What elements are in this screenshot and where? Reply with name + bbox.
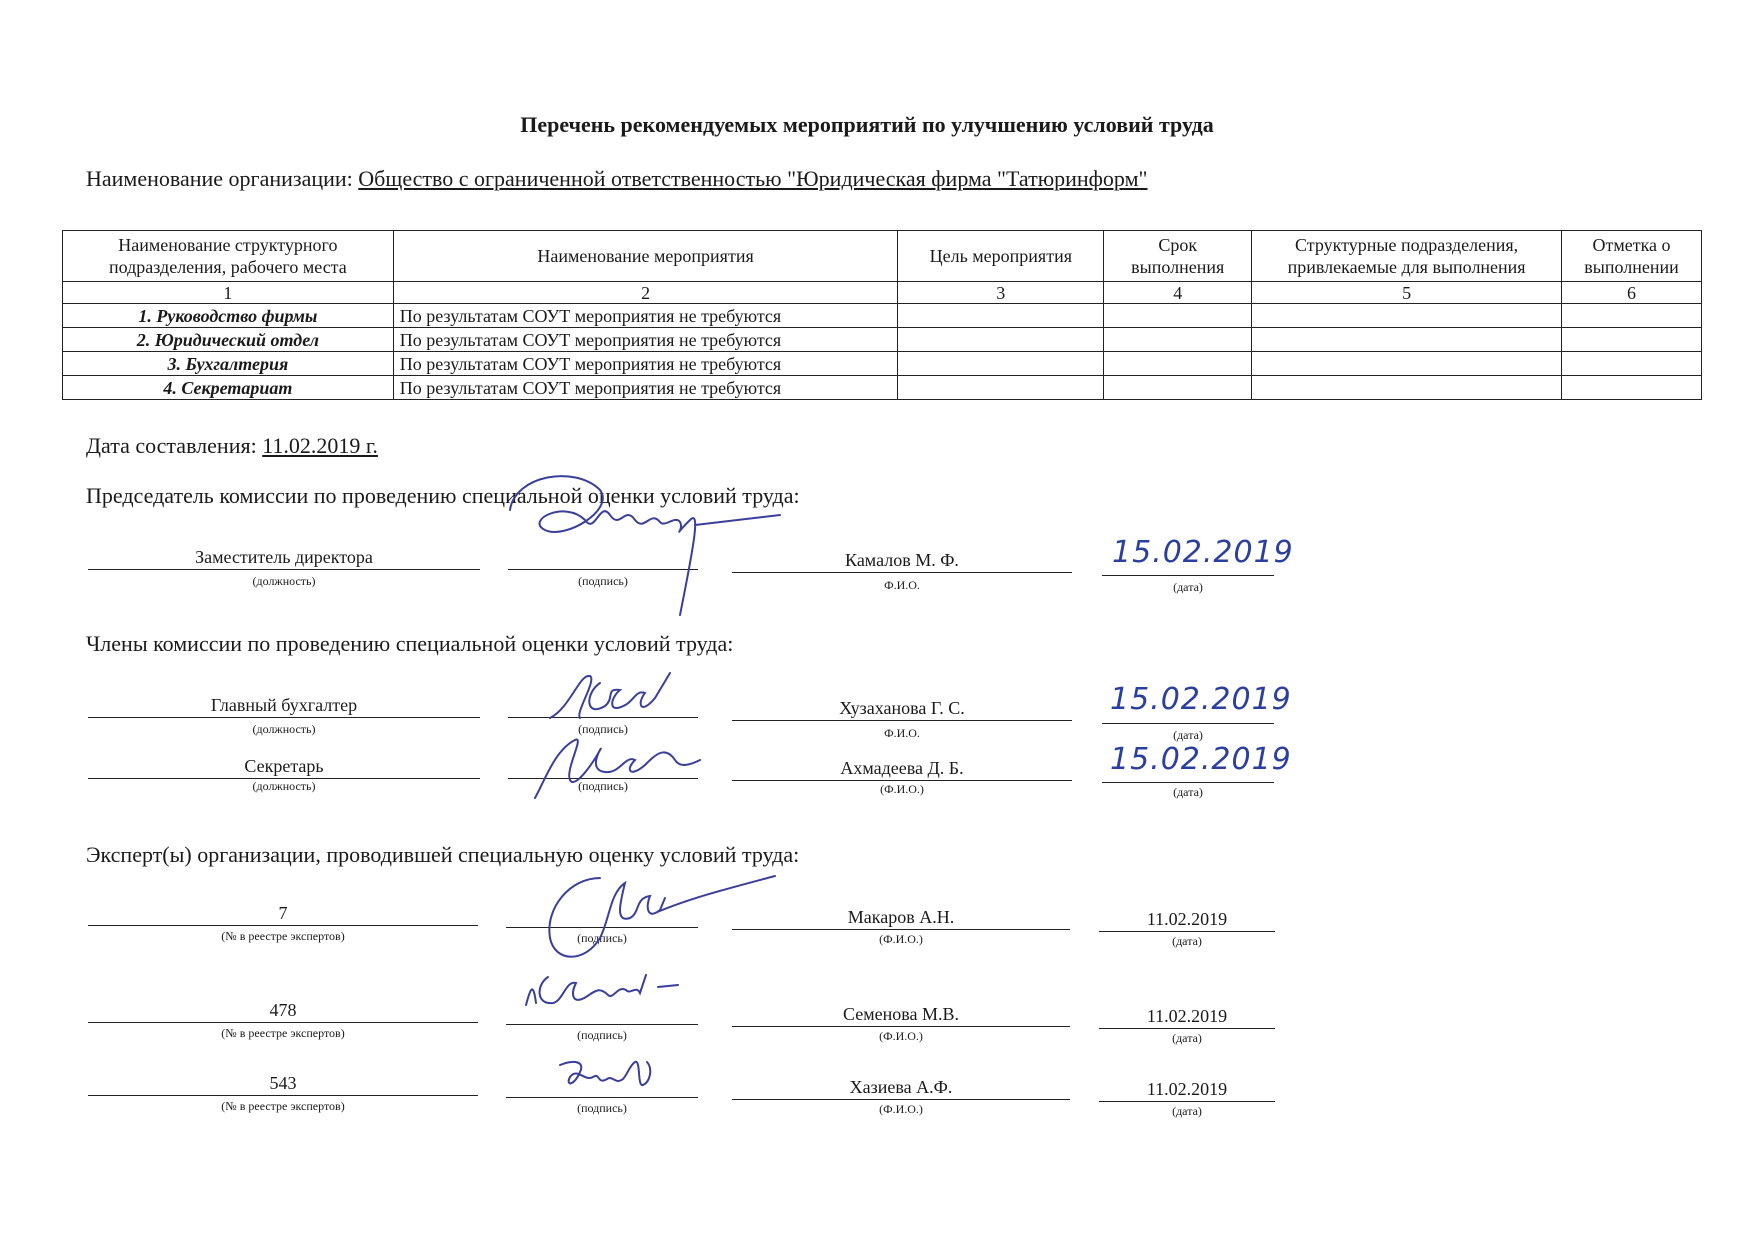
date-caption: (дата) xyxy=(1172,1104,1202,1118)
expert-number: 478 xyxy=(88,998,478,1023)
column-number: 1 xyxy=(63,282,394,304)
member-signature-icon xyxy=(545,668,685,728)
column-number: 2 xyxy=(393,282,898,304)
expert-signature-icon xyxy=(540,868,780,968)
table-row xyxy=(63,304,1702,328)
name-caption: (Ф.И.О.) xyxy=(879,932,923,946)
expert-name: Макаров А.Н. xyxy=(732,905,1070,930)
organization-line xyxy=(86,166,1158,192)
position-caption: (должность) xyxy=(252,779,316,793)
number-caption: (№ в реестре экспертов) xyxy=(221,1099,345,1113)
members-heading: Члены комиссии по проведению специальной оценки условий труда: xyxy=(86,631,734,656)
organization-label: Наименование организации: xyxy=(86,166,353,191)
table-header-row xyxy=(63,231,1702,282)
expert-signature-icon xyxy=(518,965,688,1015)
measures-table xyxy=(62,230,1702,400)
handwritten-date: 15.02.2019 xyxy=(1110,742,1292,777)
expert-number: 543 xyxy=(88,1071,478,1096)
table-header: Наименование мероприятия xyxy=(393,231,898,282)
handwritten-date: 15.02.2019 xyxy=(1110,682,1292,717)
measure-cell: По результатам СОУТ мероприятия не требуются xyxy=(393,328,898,352)
table-header: Структурные подразделения, привлекаемые для выполнения xyxy=(1252,231,1562,282)
position-caption: (должность) xyxy=(252,574,316,588)
compile-date-value: 11.02.2019 г. xyxy=(262,433,378,458)
expert-date: 11.02.2019 xyxy=(1099,1004,1275,1029)
handwritten-date: 15.02.2019 xyxy=(1112,535,1294,570)
table-row xyxy=(63,328,1702,352)
experts-heading: Эксперт(ы) организации, проводившей специальную оценку условий труда: xyxy=(86,842,800,867)
table-row xyxy=(63,376,1702,400)
table-header: Цель мероприятия xyxy=(898,231,1104,282)
dept-cell: 3. Бухгалтерия xyxy=(63,352,394,376)
signature-caption: (подпись) xyxy=(578,722,628,736)
column-number: 5 xyxy=(1252,282,1562,304)
dept-cell: 2. Юридический отдел xyxy=(63,328,394,352)
expert-name: Хазиева А.Ф. xyxy=(732,1075,1070,1100)
dept-cell: 4. Секретариат xyxy=(63,376,394,400)
signature-caption: (подпись) xyxy=(577,1028,627,1042)
date-caption: (дата) xyxy=(1173,580,1203,594)
measure-cell: По результатам СОУТ мероприятия не требуются xyxy=(393,304,898,328)
name-caption: (Ф.И.О.) xyxy=(880,782,924,796)
number-caption: (№ в реестре экспертов) xyxy=(221,929,345,943)
chairman-signature-icon xyxy=(505,470,785,620)
name-caption: Ф.И.О. xyxy=(884,726,920,740)
name-caption: (Ф.И.О.) xyxy=(879,1029,923,1043)
expert-name: Семенова М.В. xyxy=(732,1002,1070,1027)
chairman-name: Камалов М. Ф. xyxy=(732,548,1072,573)
table-header: Наименование структурного подразделения, рабочего места xyxy=(63,231,394,282)
date-caption: (дата) xyxy=(1173,785,1203,799)
member-position: Главный бухгалтер xyxy=(88,693,480,718)
date-caption: (дата) xyxy=(1172,934,1202,948)
dept-cell: 1. Руководство фирмы xyxy=(63,304,394,328)
member-name: Ахмадеева Д. Б. xyxy=(732,756,1072,781)
expert-date: 11.02.2019 xyxy=(1099,907,1275,932)
compile-date-label: Дата составления: xyxy=(86,433,257,458)
table-header: Срок выполнения xyxy=(1104,231,1252,282)
measure-cell: По результатам СОУТ мероприятия не требуются xyxy=(393,352,898,376)
number-caption: (№ в реестре экспертов) xyxy=(221,1026,345,1040)
table-row xyxy=(63,352,1702,376)
name-caption: Ф.И.О. xyxy=(884,578,920,592)
signature-caption: (подпись) xyxy=(577,931,627,945)
name-caption: (Ф.И.О.) xyxy=(879,1102,923,1116)
expert-signature-icon xyxy=(555,1057,665,1097)
column-number: 3 xyxy=(898,282,1104,304)
expert-number: 7 xyxy=(88,901,478,926)
chairman-position: Заместитель директора xyxy=(88,545,480,570)
compile-date xyxy=(86,433,378,459)
member-signature-icon xyxy=(525,730,705,805)
chairman-heading: Председатель комиссии по проведению специальной оценки условий труда: xyxy=(86,483,800,508)
column-number: 6 xyxy=(1562,282,1702,304)
signature-caption: (подпись) xyxy=(578,574,628,588)
document-title: Перечень рекомендуемых мероприятий по улучшению условий труда xyxy=(520,112,1214,137)
date-caption: (дата) xyxy=(1172,1031,1202,1045)
table-number-row xyxy=(63,282,1702,304)
date-caption: (дата) xyxy=(1173,728,1203,742)
member-name: Хузаханова Г. С. xyxy=(732,696,1072,721)
position-caption: (должность) xyxy=(252,722,316,736)
signature-caption: (подпись) xyxy=(577,1101,627,1115)
table-header: Отметка о выполнении xyxy=(1562,231,1702,282)
member-position: Секретарь xyxy=(88,754,480,779)
signature-caption: (подпись) xyxy=(578,779,628,793)
column-number: 4 xyxy=(1104,282,1252,304)
organization-value: Общество с ограниченной ответственностью "Юридическая фирма "Татюринформ" xyxy=(358,166,1148,191)
expert-date: 11.02.2019 xyxy=(1099,1077,1275,1102)
measure-cell: По результатам СОУТ мероприятия не требуются xyxy=(393,376,898,400)
